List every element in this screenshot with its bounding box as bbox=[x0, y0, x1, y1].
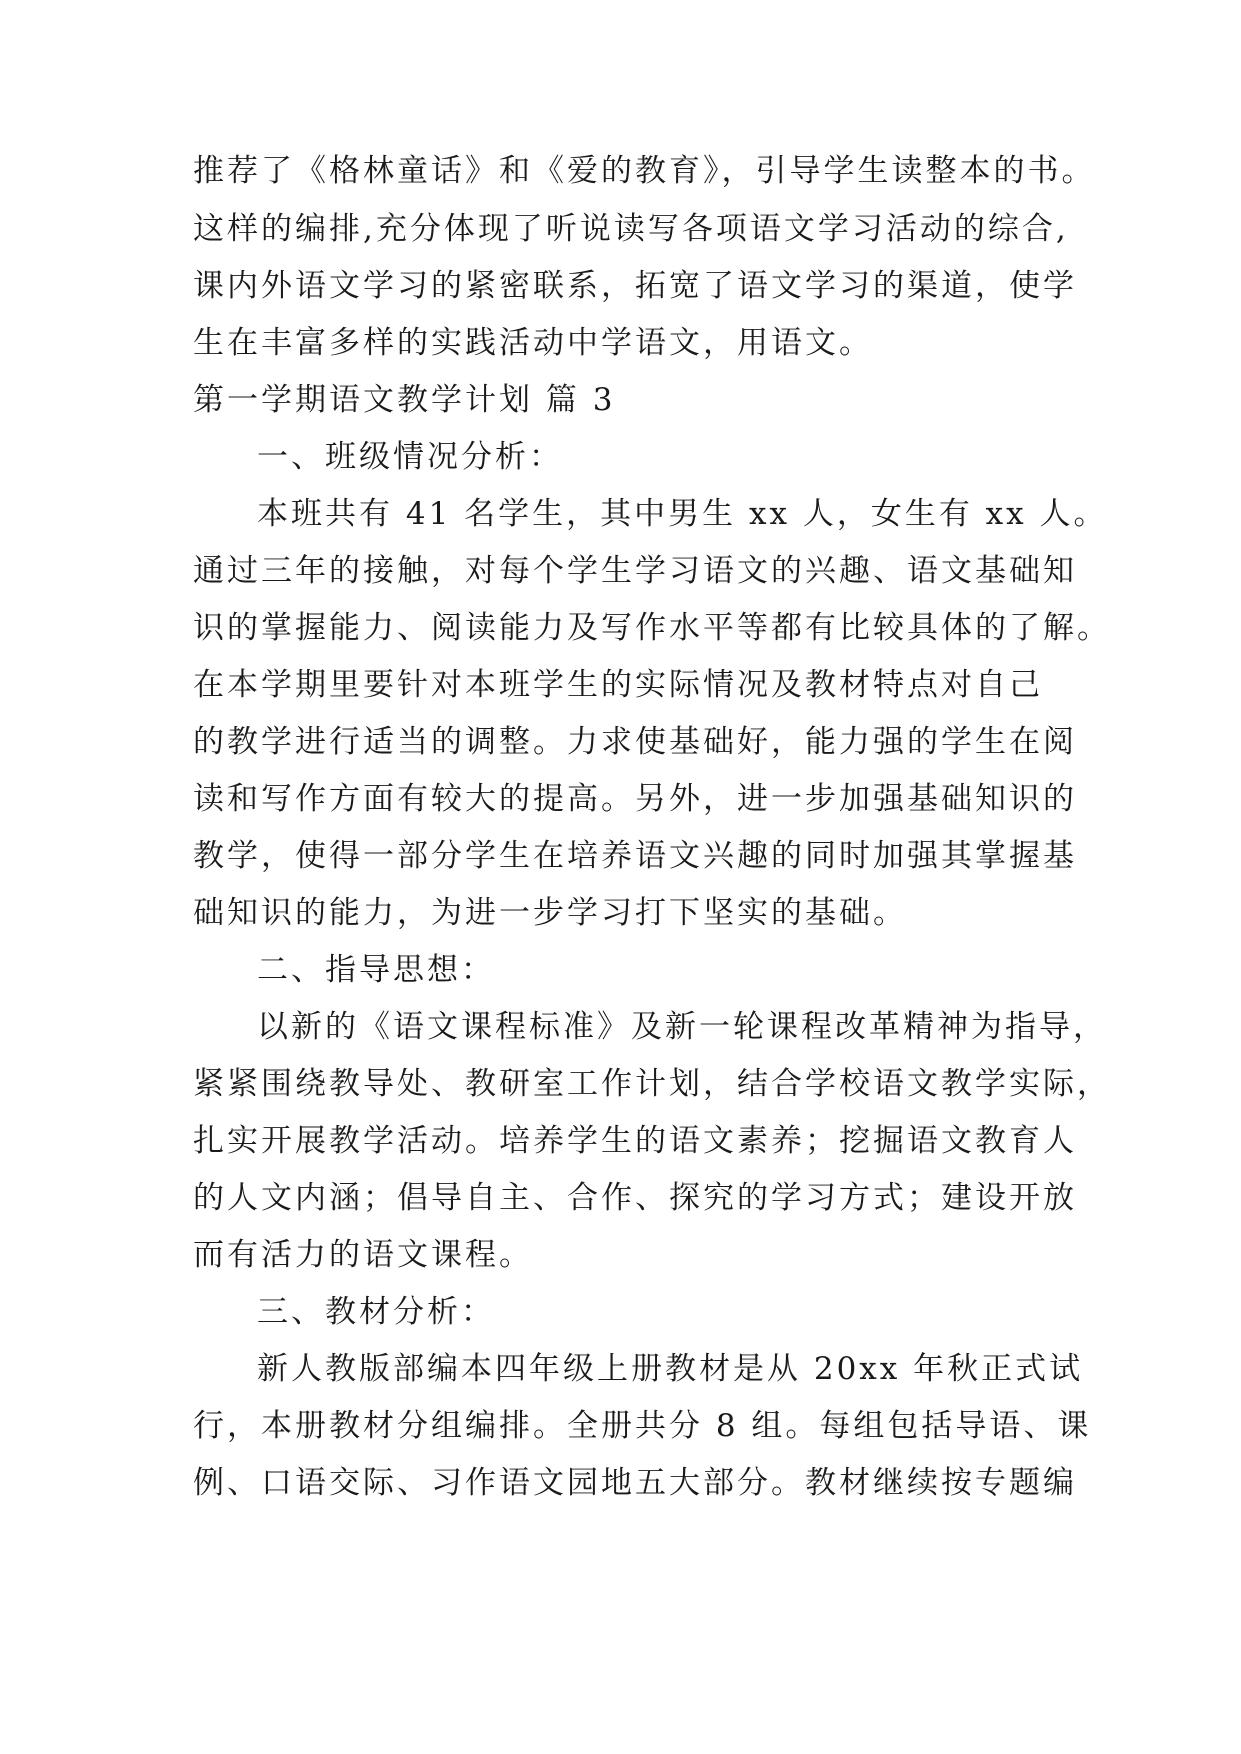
paragraph-line: 紧紧围绕教导处、教研室工作计划，结合学校语文教学实际， bbox=[193, 1066, 1111, 1102]
paragraph-line: 读和写作方面有较大的提高。另外，进一步加强基础知识的 bbox=[193, 781, 1077, 817]
section-heading: 二、指导思想： bbox=[257, 952, 495, 988]
paragraph-line: 通过三年的接触，对每个学生学习语文的兴趣、语文基础知 bbox=[193, 553, 1077, 589]
paragraph-line: 在本学期里要针对本班学生的实际情况及教材特点对自己 bbox=[193, 667, 1043, 703]
paragraph-line: 本班共有 41 名学生，其中男生 xx 人，女生有 xx 人。 bbox=[257, 496, 1108, 532]
paragraph-line: 础知识的能力，为进一步学习打下坚实的基础。 bbox=[193, 895, 907, 931]
paragraph-line: 教学，使得一部分学生在培养语文兴趣的同时加强其掌握基 bbox=[193, 838, 1077, 874]
paragraph-line: 例、口语交际、习作语文园地五大部分。教材继续按专题编 bbox=[193, 1465, 1077, 1501]
paragraph-line: 的教学进行适当的调整。力求使基础好，能力强的学生在阅 bbox=[193, 724, 1077, 760]
section-heading: 三、教材分析： bbox=[257, 1294, 495, 1330]
section-title: 第一学期语文教学计划 篇 3 bbox=[193, 382, 616, 418]
section-heading: 一、班级情况分析： bbox=[257, 439, 563, 475]
paragraph-line: 推荐了《格林童话》和《爱的教育》，引导学生读整本的书。 bbox=[193, 153, 1096, 189]
paragraph-line: 生在丰富多样的实践活动中学语文，用语文。 bbox=[193, 325, 873, 361]
paragraph-line: 的人文内涵；倡导自主、合作、探究的学习方式；建设开放 bbox=[193, 1180, 1077, 1216]
paragraph-line: 行，本册教材分组编排。全册共分 8 组。每组包括导语、课 bbox=[193, 1408, 1092, 1444]
paragraph-line: 识的掌握能力、阅读能力及写作水平等都有比较具体的了解。 bbox=[193, 610, 1111, 646]
paragraph-line: 扎实开展教学活动。培养学生的语文素养；挖掘语文教育人 bbox=[193, 1123, 1077, 1159]
paragraph-line: 新人教版部编本四年级上册教材是从 20xx 年秋正式试 bbox=[257, 1351, 1084, 1387]
paragraph-line: 课内外语文学习的紧密联系，拓宽了语文学习的渠道，使学 bbox=[193, 268, 1077, 304]
paragraph-line: 以新的《语文课程标准》及新一轮课程改革精神为指导， bbox=[257, 1009, 1107, 1045]
paragraph-line: 而有活力的语文课程。 bbox=[193, 1237, 533, 1273]
paragraph-line: 这样的编排,充分体现了听说读写各项语文学习活动的综合, bbox=[193, 211, 1069, 247]
